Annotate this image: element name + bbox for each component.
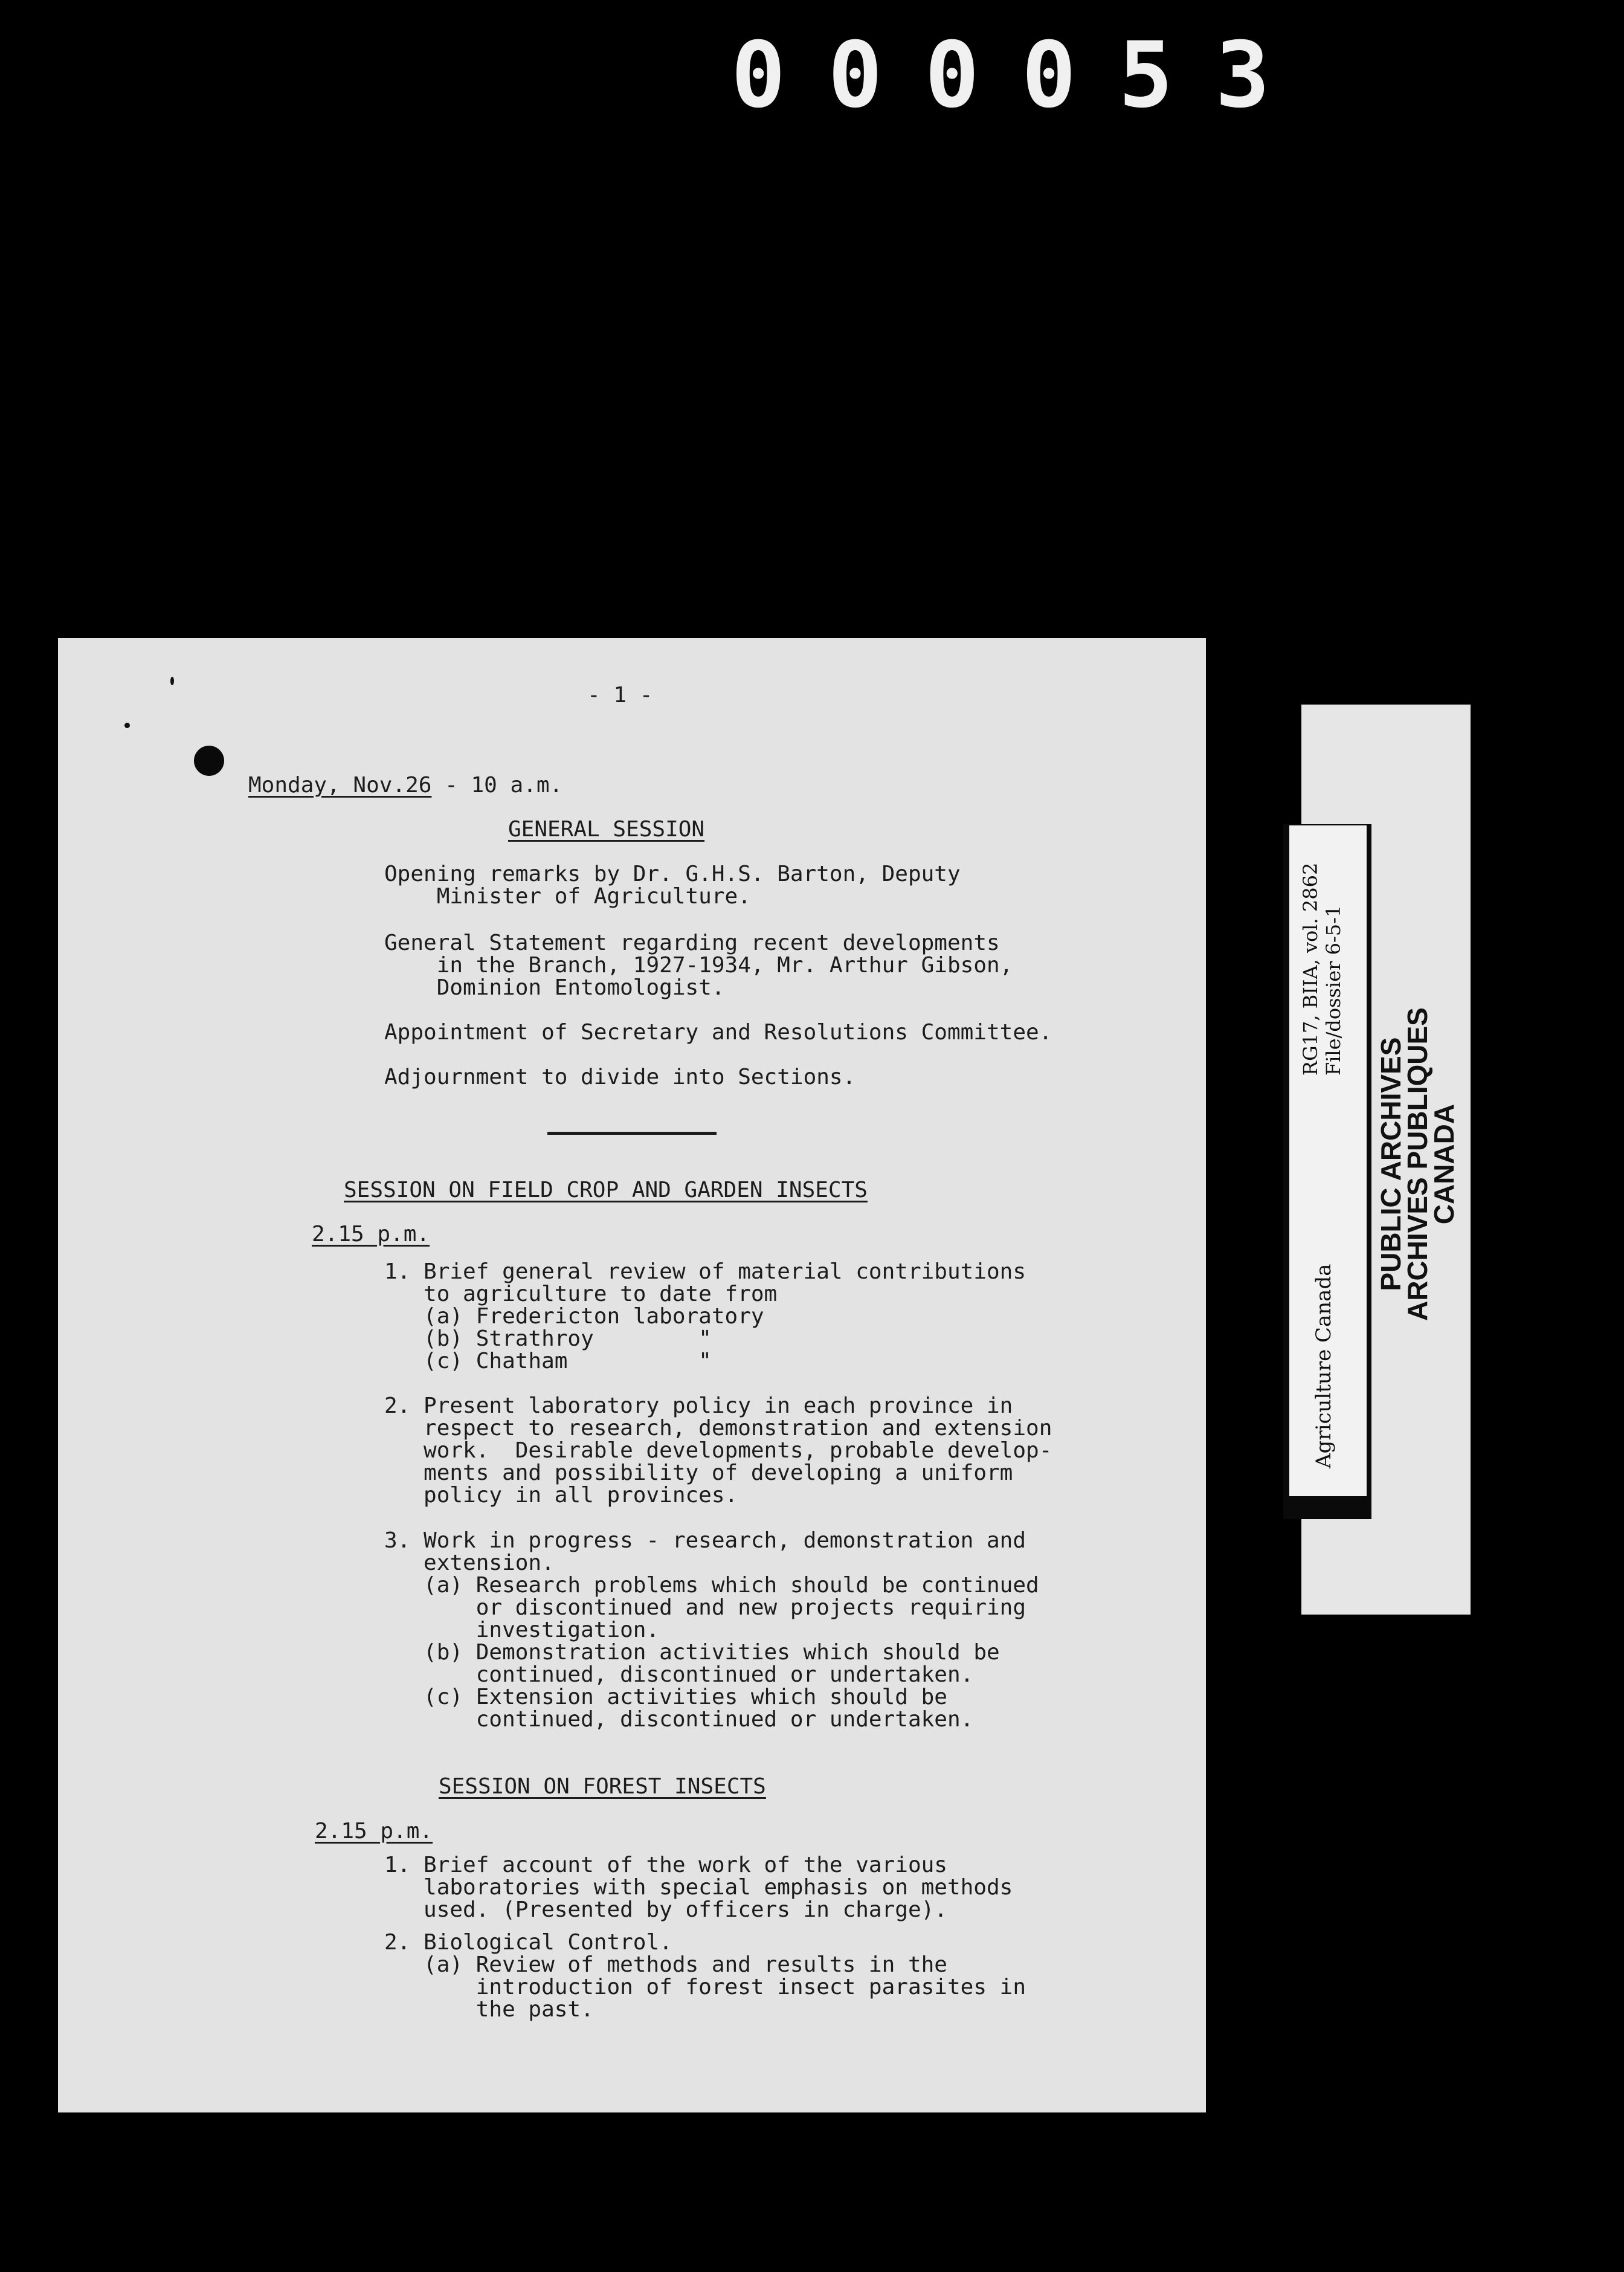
frame-number: 000053	[731, 23, 1312, 128]
field-crop-item: 2. Present laboratory policy in each province in respect to research, demonstration and extension work. Desirable developments, probable develop- ments and possibility of developing a uniform policy in all provinces.	[384, 1393, 1052, 1508]
general-session-item: General Statement regarding recent developments in the Branch, 1927-1934, Mr. Arthur Gibson, Dominion Entomologist.	[384, 931, 1013, 1000]
archives-line: ARCHIVES PUBLIQUES	[1402, 1007, 1433, 1321]
archives-line: CANADA	[1428, 1103, 1460, 1225]
forest-session-title: SESSION ON FOREST INSECTS	[439, 1774, 766, 1799]
date-time: - 10 a.m.	[431, 773, 563, 798]
punch-hole	[194, 746, 224, 776]
date-heading: Monday, Nov.26	[248, 773, 432, 798]
general-session-title: GENERAL SESSION	[508, 817, 705, 842]
field-crop-item: 1. Brief general review of material contributions to agriculture to date from (a) Fredericton laboratory (b) Strathroy " (c) Chatham "	[384, 1259, 1026, 1373]
reference-line: File/dossier 6-5-1	[1322, 905, 1345, 1076]
general-session-item: Adjournment to divide into Sections.	[384, 1065, 856, 1089]
field-crop-session-title: SESSION ON FIELD CROP AND GARDEN INSECTS	[344, 1178, 868, 1202]
date-line	[248, 774, 562, 796]
field-crop-item: 3. Work in progress - research, demonstration and extension. (a) Research problems which should be continued or discontinued and new projects requiring investigation. (b) Demonstration activities which should be continued, discontinued or undertaken. (c) Extension activities which should be continued, discontinued or undertaken.	[384, 1528, 1039, 1732]
archives-stamp	[1375, 1007, 1460, 1321]
forest-session-time: 2.15 p.m.	[315, 1819, 433, 1844]
ink-speck	[124, 723, 130, 728]
field-crop-session-time: 2.15 p.m.	[312, 1222, 430, 1247]
reference-line: RG17, BIIA, vol. 2862	[1299, 862, 1322, 1076]
forest-session-item: 2. Biological Control. (a) Review of methods and results in the introduction of forest insect parasites in the past.	[384, 1930, 1026, 2022]
general-session-item: Opening remarks by Dr. G.H.S. Barton, Deputy Minister of Agriculture.	[384, 862, 961, 909]
department-label: Agriculture Canada	[1312, 1263, 1336, 1468]
section-divider	[547, 1132, 717, 1135]
forest-session-item: 1. Brief account of the work of the various laboratories with special emphasis on methods used. (Presented by officers in charge).	[384, 1853, 1013, 1922]
ink-speck	[170, 677, 174, 685]
document-page	[58, 638, 1206, 2112]
reference-label	[1299, 863, 1345, 1076]
archives-line: PUBLIC ARCHIVES	[1375, 1037, 1406, 1291]
general-session-item: Appointment of Secretary and Resolutions Committee.	[384, 1020, 1052, 1045]
page-number: - 1 -	[587, 683, 653, 708]
